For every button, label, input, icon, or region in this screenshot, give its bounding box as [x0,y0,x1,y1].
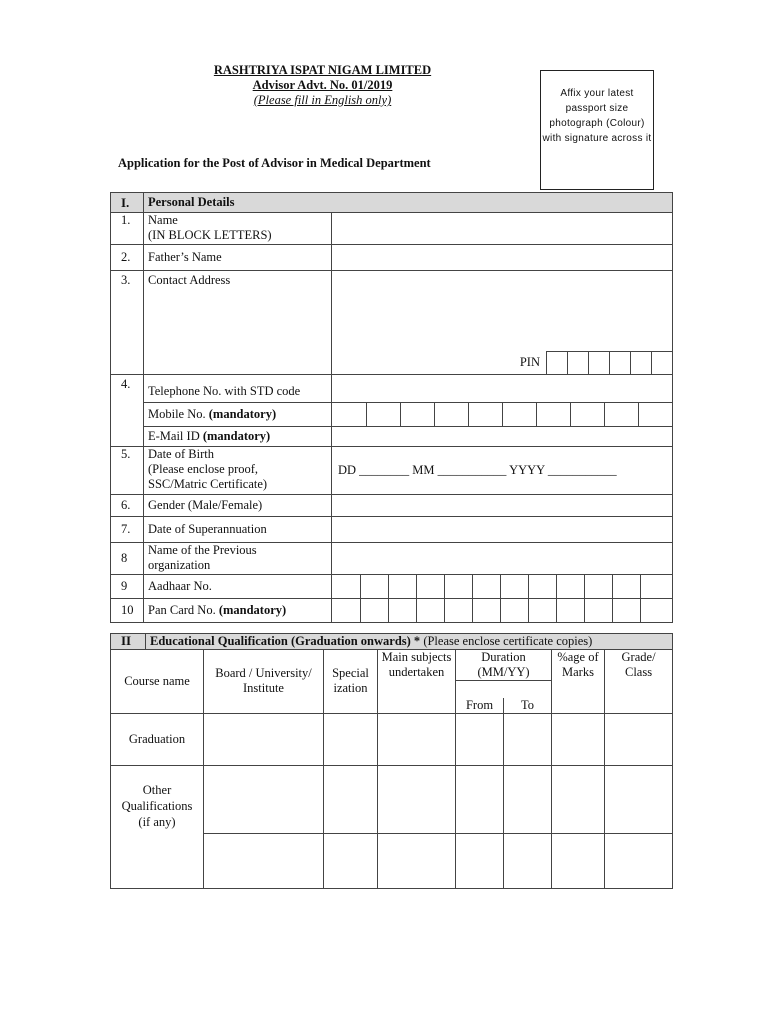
contact-address-field[interactable] [332,271,673,375]
row-number: 5. [111,447,144,495]
dob-label: Date of Birth (Please enclose proof, SSC/Matric Certificate) [144,447,332,495]
graduation-board-field[interactable] [204,713,324,765]
previous-org-field[interactable] [332,543,673,575]
other-special-field-2[interactable] [324,833,378,888]
fathers-name-field[interactable] [332,245,673,271]
other-subjects-field-2[interactable] [378,833,456,888]
gender-label: Gender (Male/Female) [144,495,332,517]
pan-field[interactable] [332,599,673,623]
pan-label: Pan Card No. (mandatory) [144,599,332,623]
row-number: 7. [111,517,144,543]
contact-address-label: Contact Address [144,271,332,375]
other-board-field-2[interactable] [204,833,324,888]
graduation-subjects-field[interactable] [378,713,456,765]
marks-header: %age of Marks [552,650,605,714]
graduation-to-field[interactable] [504,713,552,765]
row-number: 9 [111,575,144,599]
row-number: 8 [111,543,144,575]
education-table [110,633,673,889]
row-number: 10 [111,599,144,623]
fathers-name-label: Father’s Name [144,245,332,271]
name-label: Name (IN BLOCK LETTERS) [144,213,332,245]
section-number: II [111,634,146,650]
other-grade-field-2[interactable] [605,833,673,888]
email-field[interactable] [332,427,673,447]
gender-field[interactable] [332,495,673,517]
row-number: 3. [111,271,144,375]
pin-label: PIN [519,355,541,369]
pin-boxes[interactable] [546,351,672,374]
from-header: From [456,698,504,714]
graduation-grade-field[interactable] [605,713,673,765]
aadhaar-label: Aadhaar No. [144,575,332,599]
section-number: I. [111,193,144,213]
other-special-field[interactable] [324,765,378,833]
mobile-field[interactable] [332,403,673,427]
other-from-field[interactable] [456,765,504,833]
row-number: 6. [111,495,144,517]
dob-field[interactable]: DD ________ MM ___________ YYYY ___________ [332,447,673,495]
personal-details-table [110,192,673,623]
row-number: 4. [111,375,144,447]
section-title: Personal Details [144,193,673,213]
photo-line: passport size [565,103,629,114]
grade-header: Grade/ Class [605,650,673,714]
photo-line: photograph (Colour) [549,118,645,129]
advertisement-number: Advisor Advt. No. 01/2019 [252,78,393,92]
superannuation-field[interactable] [332,517,673,543]
row-number: 1. [111,213,144,245]
superannuation-label: Date of Superannuation [144,517,332,543]
graduation-marks-field[interactable] [552,713,605,765]
photo-line: Affix your latest [560,88,634,99]
graduation-label: Graduation [111,713,204,765]
other-marks-field[interactable] [552,765,605,833]
to-header: To [504,698,552,714]
company-name: RASHTRIYA ISPAT NIGAM LIMITED [213,63,432,77]
other-board-field[interactable] [204,765,324,833]
other-qualifications-label: Other Qualifications (if any) [111,765,204,888]
previous-org-label: Name of the Previous organization [144,543,332,575]
telephone-label: Telephone No. with STD code [144,375,332,403]
course-name-header: Course name [111,650,204,714]
board-header: Board / University/ Institute [204,650,324,714]
english-note: (Please fill in English only) [253,93,392,107]
specialization-header: Special ization [324,650,378,714]
section-title: Educational Qualification (Graduation onwards) * (Please enclose certificate copies) [146,634,673,650]
other-to-field-2[interactable] [504,833,552,888]
mobile-label: Mobile No. (mandatory) [144,403,332,427]
photo-line: with signature across it [542,133,652,144]
graduation-special-field[interactable] [324,713,378,765]
email-label: E-Mail ID (mandatory) [144,427,332,447]
main-subjects-header: Main subjects undertaken [378,650,456,714]
aadhaar-field[interactable] [332,575,673,599]
telephone-field[interactable] [332,375,673,403]
other-marks-field-2[interactable] [552,833,605,888]
application-title: Application for the Post of Advisor in Medical Department [118,156,431,170]
other-to-field[interactable] [504,765,552,833]
photo-box[interactable] [540,70,654,190]
row-number: 2. [111,245,144,271]
graduation-from-field[interactable] [456,713,504,765]
other-from-field-2[interactable] [456,833,504,888]
name-field[interactable] [332,213,673,245]
other-subjects-field[interactable] [378,765,456,833]
duration-header: Duration (MM/YY) [456,650,552,698]
other-grade-field[interactable] [605,765,673,833]
